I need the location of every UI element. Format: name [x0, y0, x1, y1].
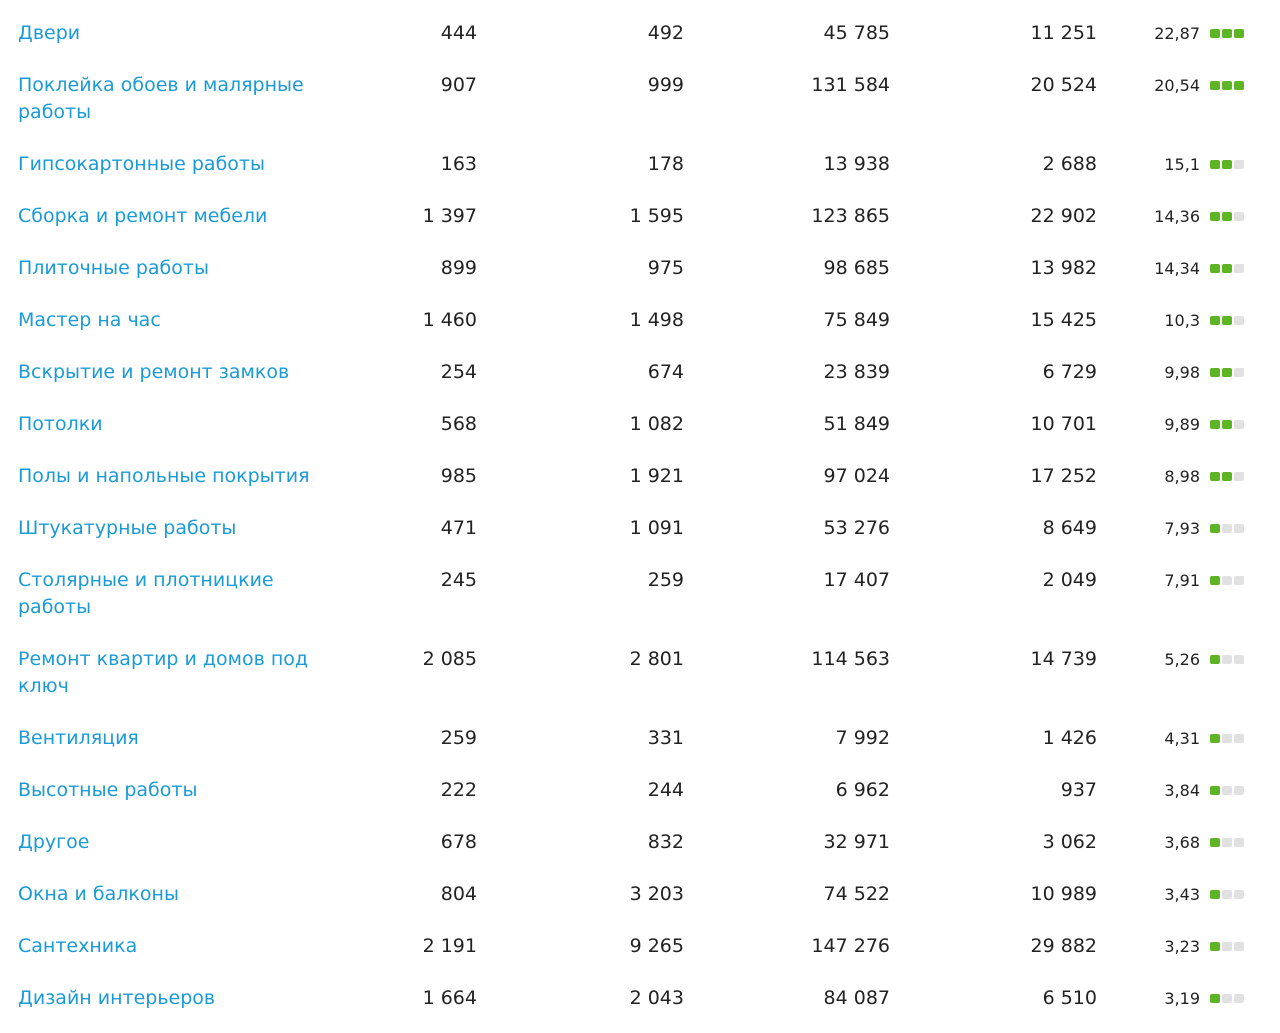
metric-4: 14 739: [1030, 648, 1097, 670]
level-indicator: [1210, 368, 1244, 377]
level-indicator: [1210, 81, 1244, 90]
category-link[interactable]: Ремонт квартир и домов под ключ: [18, 648, 309, 697]
level-bar: [1234, 420, 1244, 429]
level-bar: [1234, 264, 1244, 273]
metric-4: 11 251: [1030, 22, 1097, 44]
metric-1: 568: [440, 413, 477, 435]
level-bar: [1222, 734, 1232, 743]
level-bar: [1210, 316, 1220, 325]
level-bar: [1222, 81, 1232, 90]
metric-1: 163: [440, 153, 477, 175]
level-bar: [1210, 212, 1220, 221]
metric-3: 97 024: [823, 465, 890, 487]
metric-1: 444: [440, 22, 477, 44]
metric-2: 2 801: [629, 648, 684, 670]
metric-3: 131 584: [811, 74, 890, 96]
metric-2: 1 921: [629, 465, 684, 487]
category-link[interactable]: Другое: [18, 831, 90, 853]
level-indicator: [1210, 942, 1244, 951]
metric-2: 1 498: [629, 309, 684, 331]
score-value: 7,91: [1164, 571, 1200, 590]
metric-3: 13 938: [823, 153, 890, 175]
category-link[interactable]: Плиточные работы: [18, 257, 209, 279]
metric-1: 222: [440, 779, 477, 801]
category-link[interactable]: Высотные работы: [18, 779, 198, 801]
level-bar: [1222, 890, 1232, 899]
level-bar: [1210, 524, 1220, 533]
metric-4: 10 989: [1030, 883, 1097, 905]
metric-3: 6 962: [835, 779, 890, 801]
level-indicator: [1210, 160, 1244, 169]
metric-3: 84 087: [823, 987, 890, 1009]
level-bar: [1234, 472, 1244, 481]
level-bar: [1234, 838, 1244, 847]
level-bar: [1222, 942, 1232, 951]
metric-1: 985: [440, 465, 477, 487]
metric-2: 331: [647, 727, 684, 749]
metric-1: 1 397: [422, 205, 477, 227]
score-value: 7,93: [1164, 519, 1200, 538]
level-indicator: [1210, 472, 1244, 481]
level-bar: [1210, 838, 1220, 847]
category-link[interactable]: Полы и напольные покрытия: [18, 465, 310, 487]
level-bar: [1222, 264, 1232, 273]
metric-2: 9 265: [629, 935, 684, 957]
category-link[interactable]: Вскрытие и ремонт замков: [18, 361, 290, 383]
metric-3: 51 849: [823, 413, 890, 435]
category-link[interactable]: Сборка и ремонт мебели: [18, 205, 268, 227]
level-bar: [1222, 655, 1232, 664]
metric-2: 244: [647, 779, 684, 801]
level-indicator: [1210, 576, 1244, 585]
metric-4: 3 062: [1042, 831, 1097, 853]
level-bar: [1234, 890, 1244, 899]
metric-4: 22 902: [1030, 205, 1097, 227]
level-bar: [1222, 29, 1232, 38]
level-indicator: [1210, 316, 1244, 325]
level-indicator: [1210, 786, 1244, 795]
score-value: 14,36: [1154, 207, 1200, 226]
level-bar: [1234, 786, 1244, 795]
level-bar: [1222, 786, 1232, 795]
metric-3: 74 522: [823, 883, 890, 905]
level-bar: [1222, 472, 1232, 481]
metric-3: 114 563: [811, 648, 890, 670]
level-bar: [1222, 160, 1232, 169]
score-value: 5,26: [1164, 650, 1200, 669]
level-indicator: [1210, 212, 1244, 221]
metric-4: 29 882: [1030, 935, 1097, 957]
category-link[interactable]: Поклейка обоев и малярные работы: [18, 74, 304, 123]
level-bar: [1222, 524, 1232, 533]
level-bar: [1234, 734, 1244, 743]
score-value: 3,43: [1164, 885, 1200, 904]
metric-4: 17 252: [1030, 465, 1097, 487]
category-link[interactable]: Штукатурные работы: [18, 517, 237, 539]
level-bar: [1210, 655, 1220, 664]
level-bar: [1222, 838, 1232, 847]
metric-1: 259: [440, 727, 477, 749]
level-bar: [1210, 942, 1220, 951]
metric-3: 123 865: [811, 205, 890, 227]
category-link[interactable]: Двери: [18, 22, 81, 44]
metric-4: 20 524: [1030, 74, 1097, 96]
metric-1: 1 664: [422, 987, 477, 1009]
score-value: 3,68: [1164, 833, 1200, 852]
metric-2: 674: [647, 361, 684, 383]
metric-1: 2 191: [422, 935, 477, 957]
category-link[interactable]: Вентиляция: [18, 727, 139, 749]
level-bar: [1210, 786, 1220, 795]
level-bar: [1210, 472, 1220, 481]
metric-2: 259: [647, 569, 684, 591]
level-bar: [1234, 576, 1244, 585]
category-link[interactable]: Мастер на час: [18, 309, 161, 331]
score-value: 3,84: [1164, 781, 1200, 800]
metric-2: 1 082: [629, 413, 684, 435]
level-bar: [1234, 368, 1244, 377]
level-bar: [1210, 368, 1220, 377]
metric-4: 937: [1060, 779, 1097, 801]
level-indicator: [1210, 420, 1244, 429]
score-value: 9,98: [1164, 363, 1200, 382]
level-bar: [1210, 994, 1220, 1003]
metric-2: 1 091: [629, 517, 684, 539]
level-bar: [1210, 264, 1220, 273]
category-link[interactable]: Сантехника: [18, 935, 138, 957]
level-bar: [1234, 212, 1244, 221]
metric-1: 254: [440, 361, 477, 383]
category-link[interactable]: Потолки: [18, 413, 103, 435]
score-value: 9,89: [1164, 415, 1200, 434]
metric-2: 3 203: [629, 883, 684, 905]
metric-3: 32 971: [823, 831, 890, 853]
metric-2: 832: [647, 831, 684, 853]
metric-4: 13 982: [1030, 257, 1097, 279]
metric-3: 45 785: [823, 22, 890, 44]
metric-2: 492: [647, 22, 684, 44]
level-bar: [1222, 576, 1232, 585]
metric-1: 1 460: [422, 309, 477, 331]
metric-4: 2 688: [1042, 153, 1097, 175]
level-indicator: [1210, 838, 1244, 847]
level-indicator: [1210, 655, 1244, 664]
level-bar: [1210, 734, 1220, 743]
level-indicator: [1210, 524, 1244, 533]
metric-1: 804: [440, 883, 477, 905]
metric-2: 975: [647, 257, 684, 279]
metric-3: 23 839: [823, 361, 890, 383]
score-value: 3,19: [1164, 989, 1200, 1008]
level-bar: [1210, 576, 1220, 585]
score-value: 20,54: [1154, 76, 1200, 95]
level-indicator: [1210, 994, 1244, 1003]
level-bar: [1222, 316, 1232, 325]
metric-4: 6 510: [1042, 987, 1097, 1009]
metric-2: 999: [647, 74, 684, 96]
metric-4: 1 426: [1042, 727, 1097, 749]
metric-3: 7 992: [835, 727, 890, 749]
score-value: 14,34: [1154, 259, 1200, 278]
metric-3: 147 276: [811, 935, 890, 957]
level-bar: [1234, 942, 1244, 951]
score-value: 22,87: [1154, 24, 1200, 43]
level-bar: [1210, 160, 1220, 169]
category-link[interactable]: Столярные и плотницкие работы: [18, 569, 274, 618]
metric-4: 8 649: [1042, 517, 1097, 539]
level-bar: [1222, 212, 1232, 221]
metric-4: 10 701: [1030, 413, 1097, 435]
level-bar: [1210, 890, 1220, 899]
metric-1: 907: [440, 74, 477, 96]
metric-1: 899: [440, 257, 477, 279]
level-bar: [1234, 29, 1244, 38]
level-indicator: [1210, 734, 1244, 743]
metric-2: 178: [647, 153, 684, 175]
level-bar: [1210, 420, 1220, 429]
level-bar: [1222, 368, 1232, 377]
level-bar: [1210, 81, 1220, 90]
level-bar: [1222, 994, 1232, 1003]
category-link[interactable]: Гипсокартонные работы: [18, 153, 265, 175]
level-bar: [1234, 655, 1244, 664]
level-indicator: [1210, 29, 1244, 38]
score-value: 3,23: [1164, 937, 1200, 956]
metric-4: 15 425: [1030, 309, 1097, 331]
category-link[interactable]: Дизайн интерьеров: [18, 987, 216, 1009]
metric-4: 6 729: [1042, 361, 1097, 383]
score-value: 10,3: [1164, 311, 1200, 330]
metric-2: 1 595: [629, 205, 684, 227]
metric-3: 53 276: [823, 517, 890, 539]
level-bar: [1210, 29, 1220, 38]
metric-3: 17 407: [823, 569, 890, 591]
level-bar: [1234, 316, 1244, 325]
metric-1: 2 085: [422, 648, 477, 670]
score-value: 15,1: [1164, 155, 1200, 174]
score-value: 8,98: [1164, 467, 1200, 486]
level-indicator: [1210, 264, 1244, 273]
metric-1: 471: [440, 517, 477, 539]
score-value: 4,31: [1164, 729, 1200, 748]
metric-1: 245: [440, 569, 477, 591]
level-indicator: [1210, 890, 1244, 899]
level-bar: [1234, 994, 1244, 1003]
metric-4: 2 049: [1042, 569, 1097, 591]
level-bar: [1222, 420, 1232, 429]
metric-1: 678: [440, 831, 477, 853]
metric-3: 98 685: [823, 257, 890, 279]
category-link[interactable]: Окна и балконы: [18, 883, 179, 905]
level-bar: [1234, 524, 1244, 533]
metric-2: 2 043: [629, 987, 684, 1009]
level-bar: [1234, 81, 1244, 90]
level-bar: [1234, 160, 1244, 169]
metric-3: 75 849: [823, 309, 890, 331]
